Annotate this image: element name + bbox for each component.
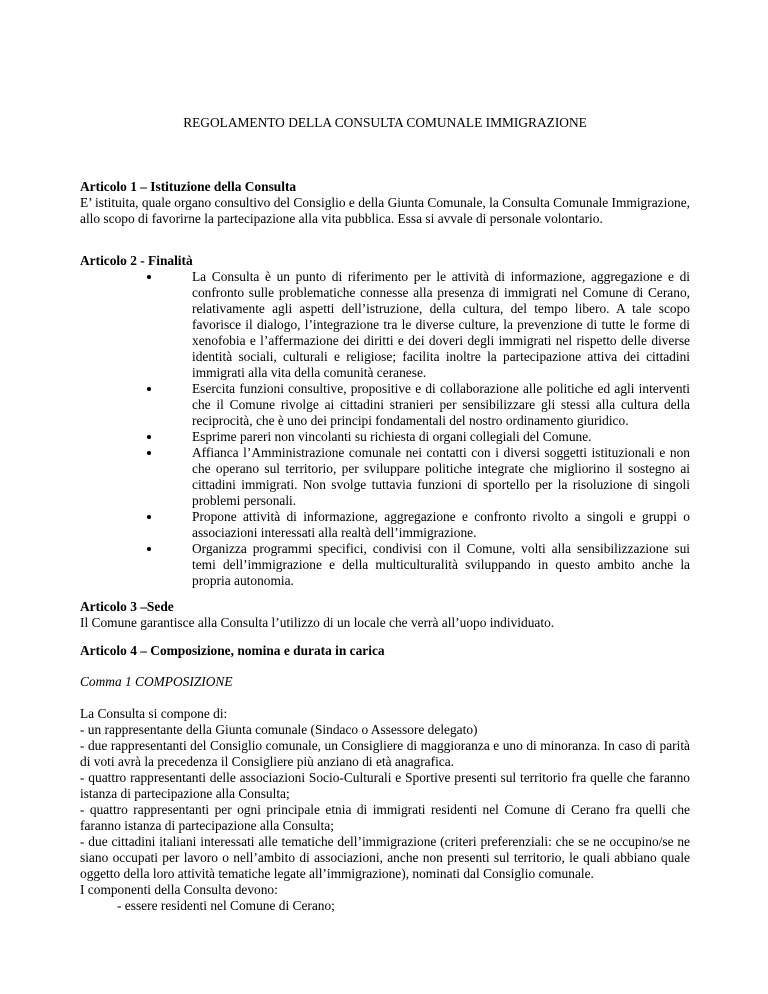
article-2-list: [80, 269, 690, 589]
article-4-body: [80, 706, 690, 914]
bullet-icon: [147, 547, 151, 551]
document-title: REGOLAMENTO DELLA CONSULTA COMUNALE IMMIGRAZIONE: [183, 115, 587, 130]
list-item-text: Esprime pareri non vincolanti su richiesta di organi collegiali del Comune.: [192, 429, 592, 444]
list-item: [80, 445, 690, 509]
article-2: [80, 253, 690, 589]
composition-intro: La Consulta si compone di:: [80, 706, 228, 721]
article-3-text: Il Comune garantisce alla Consulta l’utilizzo di un locale che verrà all’uopo individuato.: [80, 615, 555, 630]
article-3: [80, 599, 690, 631]
article-1-heading: Articolo 1 – Istituzione della Consulta: [80, 179, 297, 194]
bullet-icon: [147, 387, 151, 391]
list-item: [80, 509, 690, 541]
article-4-heading-block: [80, 643, 690, 659]
bullet-icon: [147, 515, 151, 519]
requirements-intro: I componenti della Consulta devono:: [80, 882, 278, 897]
article-1: [80, 179, 690, 227]
article-4-comma: [80, 674, 690, 690]
list-item: [80, 381, 690, 429]
list-item-text: La Consulta è un punto di riferimento per le attività di informazione, aggregazione e di confronto sulle problematiche connesse alla presenza di immigrati nel Comune di Cerano, relativamente agli aspetti dell’istruzione, della cultura, del tempo libero. A tale scopo favorisce il dialogo, l’integrazione tra le diverse culture, la prevenzione di tutte le forme di xenofobia e l’affermazione dei diritti e dei doveri degli immigrati nel rispetto delle diverse identità sociali, culturali e religiose; facilita inoltre la partecipazione attiva dei cittadini immigrati alla vita della comunità ceranese.: [192, 269, 690, 380]
article-1-text: E’ istituita, quale organo consultivo del Consiglio e della Giunta Comunale, la Consulta Comunale Immigrazione, allo scopo di favorirne la partecipazione alla vita pubblica. Essa si avvale di personale volontario.: [80, 195, 690, 226]
article-4-heading: Articolo 4 – Composizione, nomina e durata in carica: [80, 643, 385, 658]
list-item: [80, 269, 690, 381]
bullet-icon: [147, 435, 151, 439]
comma-1-heading: Comma 1 COMPOSIZIONE: [80, 674, 233, 689]
list-item-text: Propone attività di informazione, aggregazione e confronto rivolto a singoli e gruppi o associazioni interessati alla realtà dell’immigrazione.: [192, 509, 690, 540]
list-item-text: Affianca l’Amministrazione comunale nei contatti con i diversi soggetti istituzionali e non che operano sul territorio, per sviluppare politiche integrate che migliorino il sostegno ai cittadini immigrati. Non svolge tuttavia funzioni di sportello per la risoluzione di singoli problemi personali.: [192, 445, 690, 508]
bullet-icon: [147, 451, 151, 455]
list-item-text: Organizza programmi specifici, condivisi con il Comune, volti alla sensibilizzazione sui temi dell’immigrazione e della multiculturalità sviluppando in questo ambito anche la propria autonomia.: [192, 541, 690, 588]
article-2-heading: Articolo 2 - Finalità: [80, 253, 193, 268]
composition-line: - due cittadini italiani interessati alle tematiche dell’immigrazione (criteri preferenziali: che se ne occupino/se ne siano occupati per lavoro o nell’ambito di associazioni, anche non presenti sul territorio, le quali abbiano quale oggetto della loro attività tematiche legate all’immigrazione), nominati dal Consiglio comunale.: [80, 834, 690, 881]
requirement-line: - essere residenti nel Comune di Cerano;: [117, 898, 335, 913]
composition-line: - un rappresentante della Giunta comunale (Sindaco o Assessore delegato): [80, 722, 478, 737]
composition-line: - due rappresentanti del Consiglio comunale, un Consigliere di maggioranza e uno di minoranza. In caso di parità di voti avrà la precedenza il Consigliere più anziano di età anagrafica.: [80, 738, 690, 769]
list-item-text: Esercita funzioni consultive, propositive e di collaborazione alle politiche ed agli interventi che il Comune rivolge ai cittadini stranieri per sensibilizzare gli stessi alla cultura della reciprocità, che è uno dei principi fondamentali del nostro ordinamento giuridico.: [192, 381, 690, 428]
list-item: [80, 541, 690, 589]
article-3-heading: Articolo 3 –Sede: [80, 599, 174, 614]
bullet-icon: [147, 275, 151, 279]
composition-line: - quattro rappresentanti per ogni principale etnia di immigrati residenti nel Comune di Cerano fra quelli che faranno istanza di partecipazione alla Consulta;: [80, 802, 690, 833]
composition-line: - quattro rappresentanti delle associazioni Socio-Culturali e Sportive presenti sul territorio fra quelle che faranno istanza di partecipazione alla Consulta;: [80, 770, 690, 801]
list-item: [80, 429, 690, 445]
